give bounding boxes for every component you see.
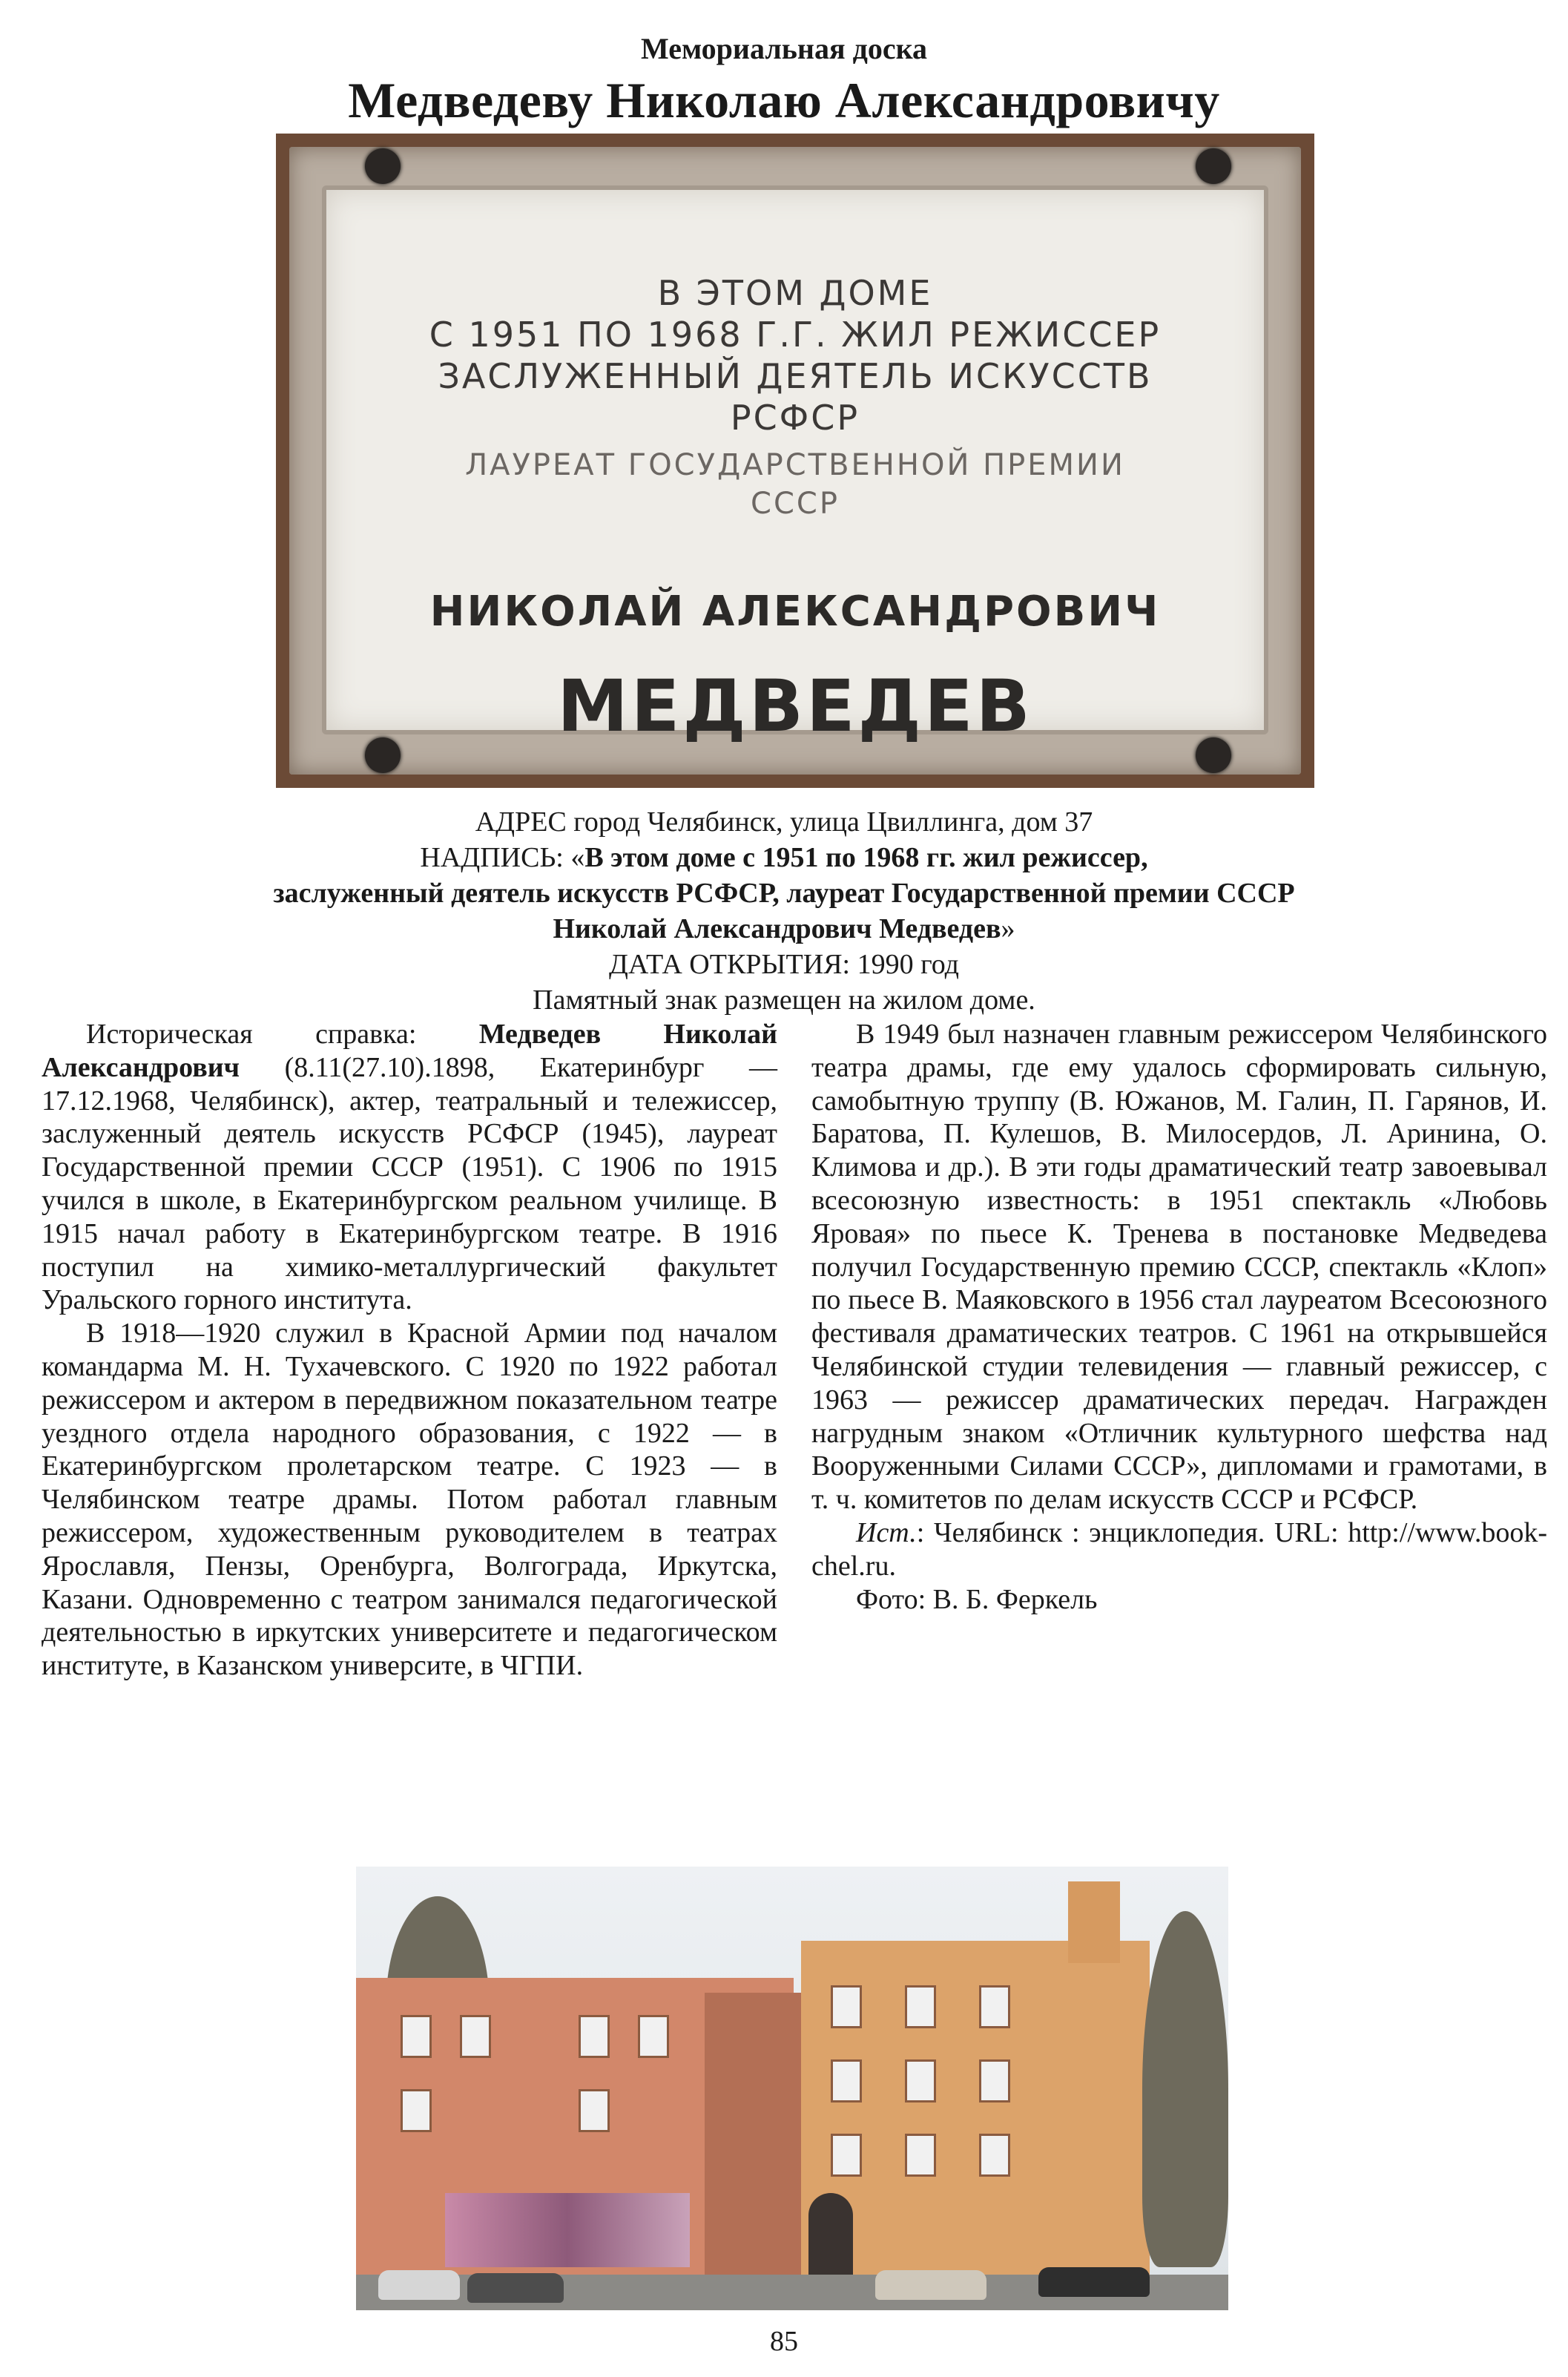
historical-paragraph-3: В 1949 был назначен главным режиссером Челябинского театра драмы, где ему удалось сформировать сильную, самобытную труппу (В. Южанов, М. Галин, П. Гарянов, И. Баратова, П. Кулешов, В. Милосердов, Л. Аринина, О. Климова и др.). В эти годы драматический театр завоевывал всесоюзную известность: в 1951 спектакль «Любовь Яровая» по пьесе К. Тренева в постановке Медведева получил Государственную премию СССР, спектакль «Клоп» по пьесе В. Маяковского в 1956 стал лауреатом Всесоюзного фестиваля драматических театров. С 1961 на открывшейся Челябинской студии телевидения — главный режиссер, с 1963 — режиссер драматических передач. Награжден нагрудным знаком «Отличник культурного шефства над Вооруженными Силами СССР», дипломами и грамотами, в т. ч. комитетов по делам искусств СССР и РСФСР. xyxy=(811,1019,1547,1516)
plaque-line: ЛАУРЕАТ ГОСУДАРСТВЕННОЙ ПРЕМИИ xyxy=(465,448,1125,482)
photo-shop-front xyxy=(445,2193,690,2267)
photo-window xyxy=(831,2059,862,2103)
photo-window xyxy=(831,2134,862,2177)
photo-window xyxy=(979,2059,1010,2103)
opening-date: ДАТА ОТКРЫТИЯ: 1990 год xyxy=(609,949,959,980)
photo-window xyxy=(905,2134,936,2177)
building-photo xyxy=(356,1867,1228,2310)
photo-archway xyxy=(808,2193,853,2275)
photo-window xyxy=(401,2015,432,2058)
plaque-line: С 1951 ПО 1968 Г.Г. ЖИЛ РЕЖИССЕР xyxy=(429,315,1162,355)
photo-tree xyxy=(1142,1911,1228,2267)
plaque-photo xyxy=(276,134,1314,788)
photo-window xyxy=(579,2015,610,2058)
plaque-line: ЗАСЛУЖЕННЫЙ ДЕЯТЕЛЬ ИСКУССТВ xyxy=(438,356,1153,396)
bolt-icon xyxy=(365,737,401,773)
right-column xyxy=(811,1018,1547,1616)
photo-window xyxy=(905,1985,936,2028)
photo-car xyxy=(1038,2267,1150,2297)
photo-window xyxy=(979,1985,1010,2028)
bolt-icon xyxy=(1196,737,1231,773)
photo-building-middle xyxy=(705,1993,801,2275)
page-number: 85 xyxy=(770,2326,798,2357)
photo-tower xyxy=(1068,1881,1120,1963)
page-title: Медведеву Николаю Александровичу xyxy=(348,72,1220,128)
photo-window xyxy=(831,1985,862,2028)
photo-window xyxy=(638,2015,669,2058)
inscription-line-1: НАДПИСЬ: «В этом доме с 1951 по 1968 гг. жил режиссер, xyxy=(420,842,1148,873)
photo-credit: Фото: В. Б. Феркель xyxy=(856,1583,1098,1615)
historical-paragraph-1: Историческая справка: Медведев Николай Александрович (8.11(27.10).1898, Екатеринбург — 17.12.1968, Челябинск), актер, театральный и тележиссер, заслуженный деятель искусств РСФСР (1945), лауреат Государственной премии СССР (1951). С 1906 по 1915 учился в школе, в Екатеринбургском реальном училище. В 1915 начал работу в Екатеринбургском театре. В 1916 поступил на химико-металлургический факультет Уральского горного института. xyxy=(42,1019,777,1316)
plaque-marble-panel xyxy=(322,185,1268,748)
photo-window xyxy=(460,2015,491,2058)
photo-car xyxy=(467,2273,564,2303)
plaque-line: В ЭТОМ ДОМЕ xyxy=(657,273,933,313)
photo-window xyxy=(905,2059,936,2103)
location-note: Памятный знак размещен на жилом доме. xyxy=(533,984,1035,1016)
plaque-line: МЕДВЕДЕВ xyxy=(557,665,1033,748)
photo-window xyxy=(401,2089,432,2132)
plaque-line: НИКОЛАЙ АЛЕКСАНДРОВИЧ xyxy=(429,588,1161,636)
bolt-icon xyxy=(365,148,401,184)
plaque-line: РСФСР xyxy=(730,398,860,438)
photo-window xyxy=(979,2134,1010,2177)
inscription-line-2: заслуженный деятель искусств РСФСР, лауреат Государственной премии СССР xyxy=(273,878,1295,909)
inscription-line-3: Николай Александрович Медведев» xyxy=(553,913,1015,944)
photo-car xyxy=(875,2270,986,2300)
source-reference: Ист.: Челябинск : энциклопедия. URL: http://www.book-chel.ru. xyxy=(811,1516,1547,1582)
plaque-line: СССР xyxy=(751,487,840,521)
left-column xyxy=(42,1018,777,1683)
bolt-icon xyxy=(1196,148,1231,184)
historical-paragraph-2: В 1918—1920 служил в Красной Армии под началом командарма М. Н. Тухачевского. С 1920 по 1922 работал режиссером и актером в передвижном показательном театре уездного отдела народного образования, с 1922 — в Екатеринбургском пролетарском театре. С 1923 — в Челябинском театре драмы. Потом работал главным режиссером, художественным руководителем в театрах Ярославля, Пензы, Оренбурга, Волгограда, Иркутска, Казани. Одновременно с театром занимался педагогической деятельностью в иркутских университете и педагогическом институте, в Казанском университе, в ЧГПИ. xyxy=(42,1318,777,1682)
address-line: АДРЕС город Челябинск, улица Цвиллинга, дом 37 xyxy=(475,806,1093,838)
photo-car xyxy=(378,2270,460,2300)
photo-window xyxy=(579,2089,610,2132)
header-subtitle: Мемориальная доска xyxy=(640,32,928,65)
